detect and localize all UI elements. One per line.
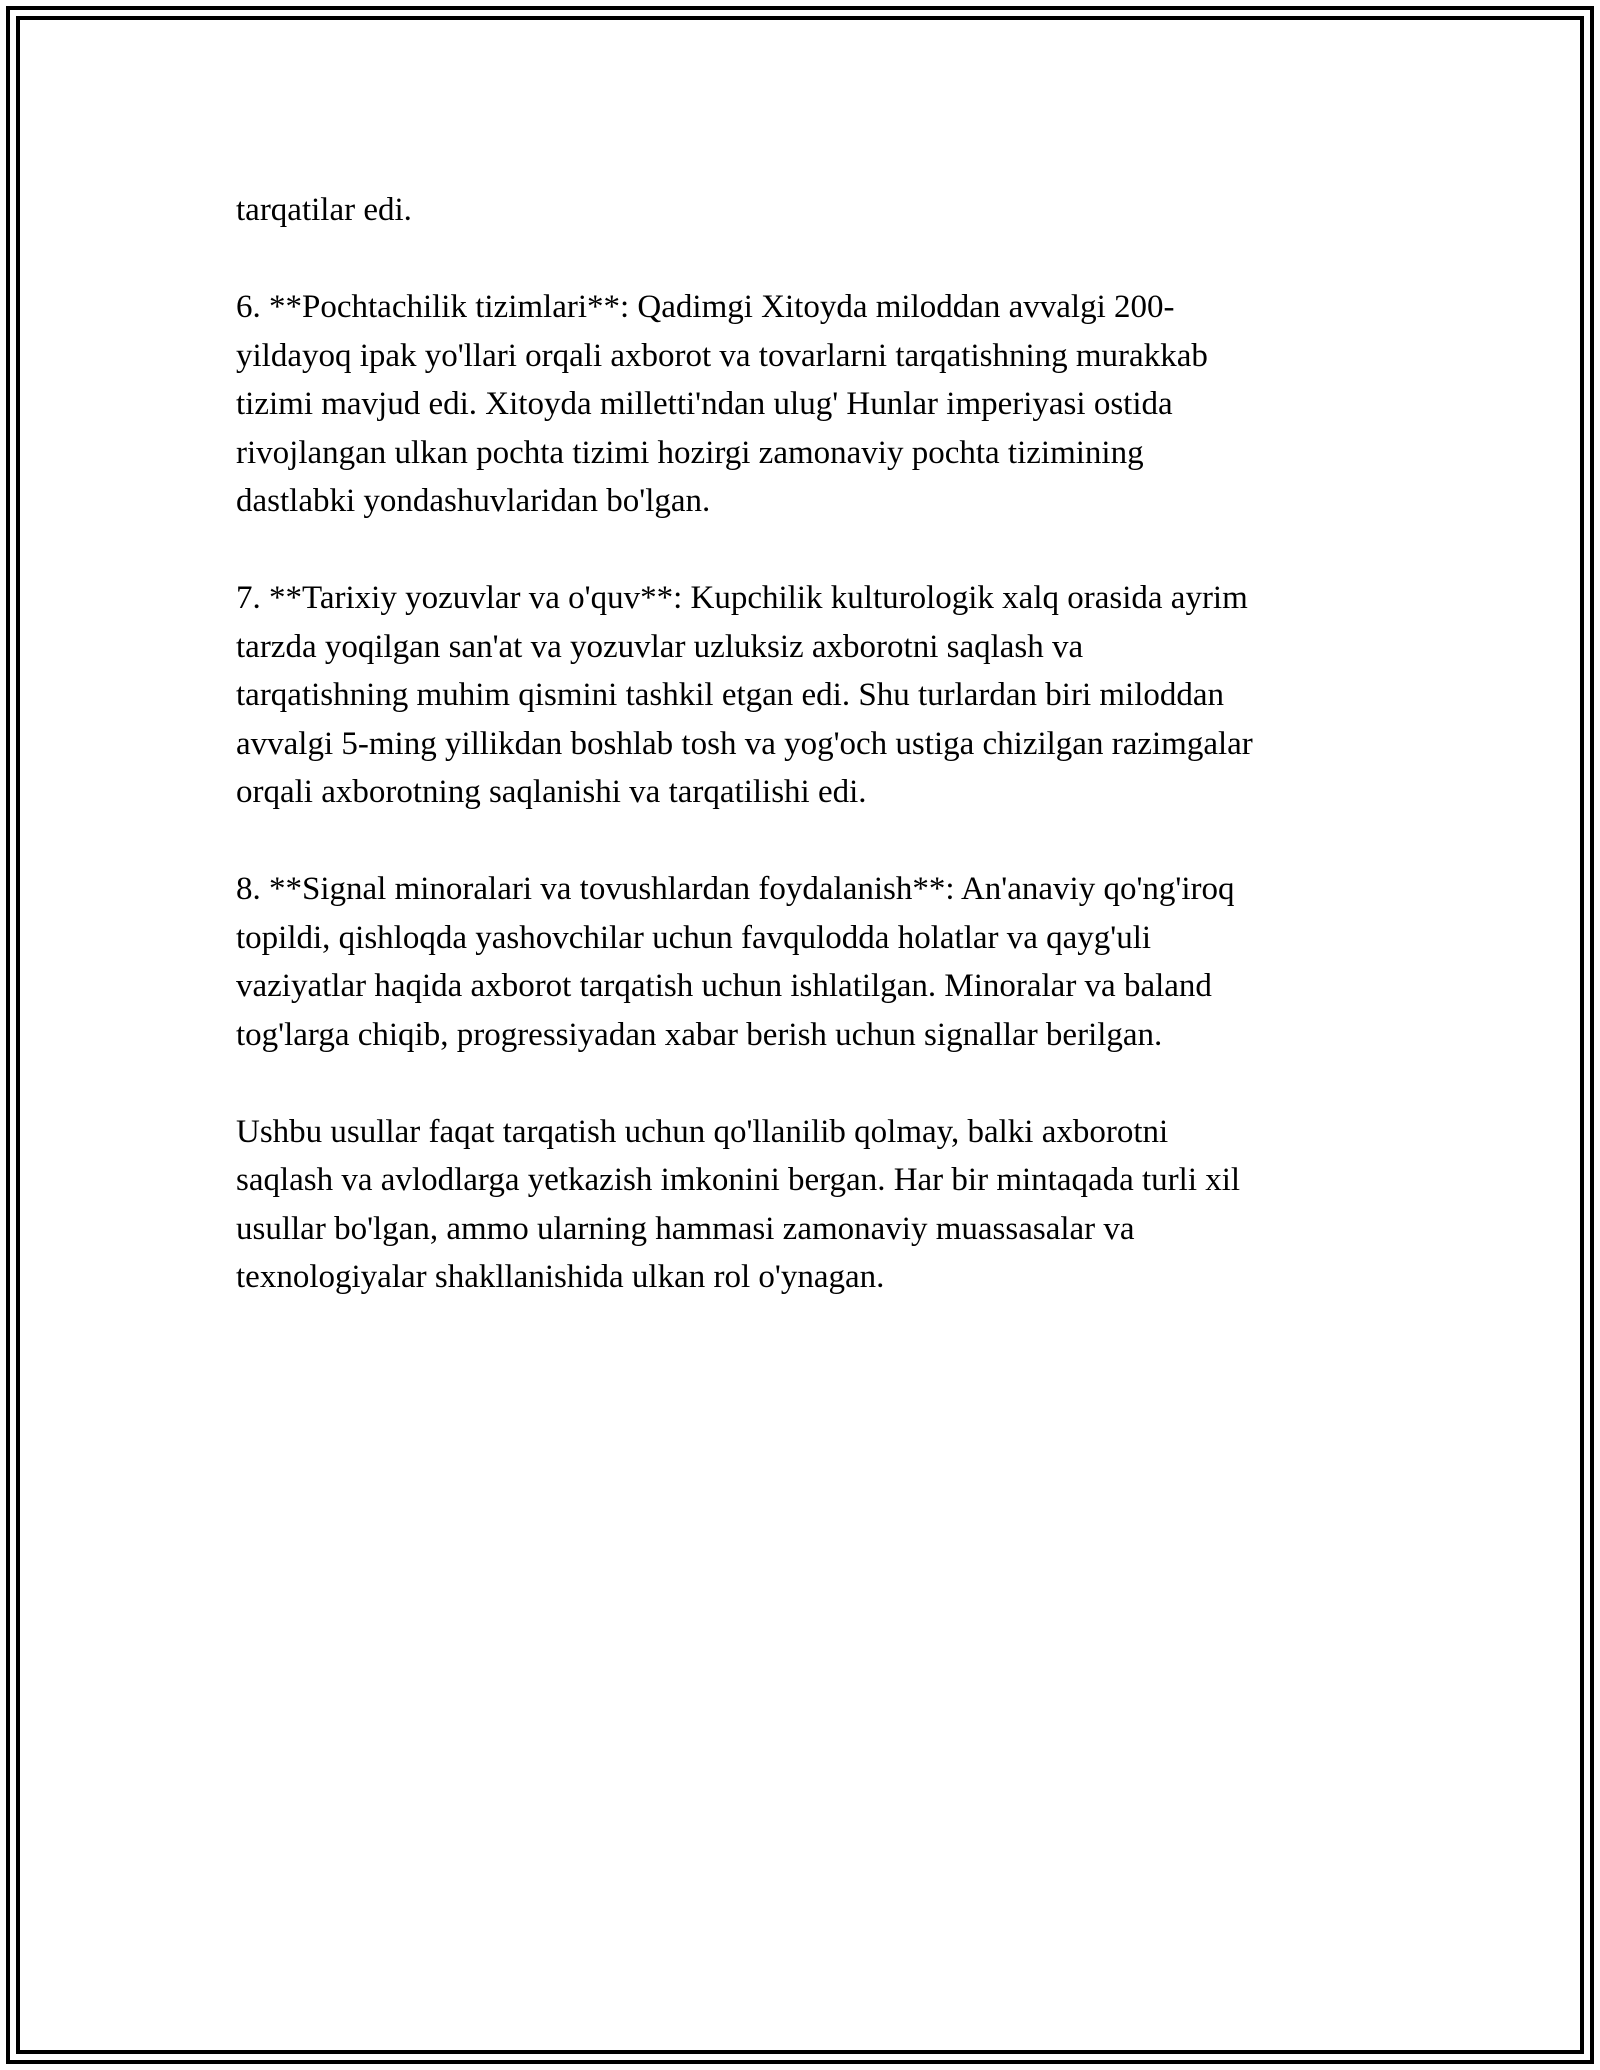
text-line: tizimi mavjud edi. Xitoyda milletti'ndan ulug' Hunlar imperiyasi ostida: [236, 386, 1173, 422]
text-line: yildayoq ipak yo'llari orqali axborot va tovarlarni tarqatishning murakkab: [236, 337, 1208, 374]
text-line: tarqatilar edi.: [236, 192, 412, 228]
text-line: 6. **Pochtachilik tizimlari**: Qadimgi Xitoyda miloddan avvalgi 200-: [236, 289, 1175, 325]
text-line: dastlabki yondashuvlaridan bo'lgan.: [236, 483, 711, 519]
text-line: vaziyatlar haqida axborot tarqatish uchun ishlatilgan. Minoralar va baland: [236, 968, 1212, 1004]
text-line: topildi, qishloqda yashovchilar uchun favqulodda holatlar va qayg'uli: [236, 919, 1152, 956]
paragraph-postal-systems: [236, 283, 1386, 526]
paragraph-historical-writings: [236, 574, 1386, 817]
text-line: tarqatishning muhim qismini tashkil etgan edi. Shu turlardan biri miloddan: [236, 677, 1225, 713]
text-line: 7. **Tarixiy yozuvlar va o'quv**: Kupchilik kulturologik xalq orasida ayrim: [236, 580, 1248, 616]
paragraph-continuation: [236, 186, 1386, 235]
text-line: saqlash va avlodlarga yetkazish imkonini bergan. Har bir mintaqada turli xil: [236, 1162, 1241, 1198]
text-line: tog'larga chiqib, progressiyadan xabar berish uchun signallar berilgan.: [236, 1016, 1163, 1053]
text-line: 8. **Signal minoralari va tovushlardan foydalanish**: An'anaviy qo'ng'iroq: [236, 871, 1235, 907]
text-line: avvalgi 5-ming yillikdan boshlab tosh va yog'och ustiga chizilgan razimgalar: [236, 725, 1253, 762]
document-body: [236, 186, 1386, 1350]
text-line: tarzda yoqilgan san'at va yozuvlar uzluksiz axborotni saqlash va: [236, 628, 1084, 665]
text-line: rivojlangan ulkan pochta tizimi hozirgi zamonaviy pochta tizimining: [236, 434, 1144, 471]
paragraph-signal-towers: [236, 865, 1386, 1059]
text-line: orqali axborotning saqlanishi va tarqatilishi edi.: [236, 774, 867, 810]
text-line: Ushbu usullar faqat tarqatish uchun qo'llanilib qolmay, balki axborotni: [236, 1113, 1169, 1150]
text-line: usullar bo'lgan, ammo ularning hammasi zamonaviy muassasalar va: [236, 1210, 1135, 1247]
text-line: texnologiyalar shakllanishida ulkan rol o'ynagan.: [236, 1259, 885, 1295]
paragraph-conclusion: [236, 1108, 1386, 1302]
